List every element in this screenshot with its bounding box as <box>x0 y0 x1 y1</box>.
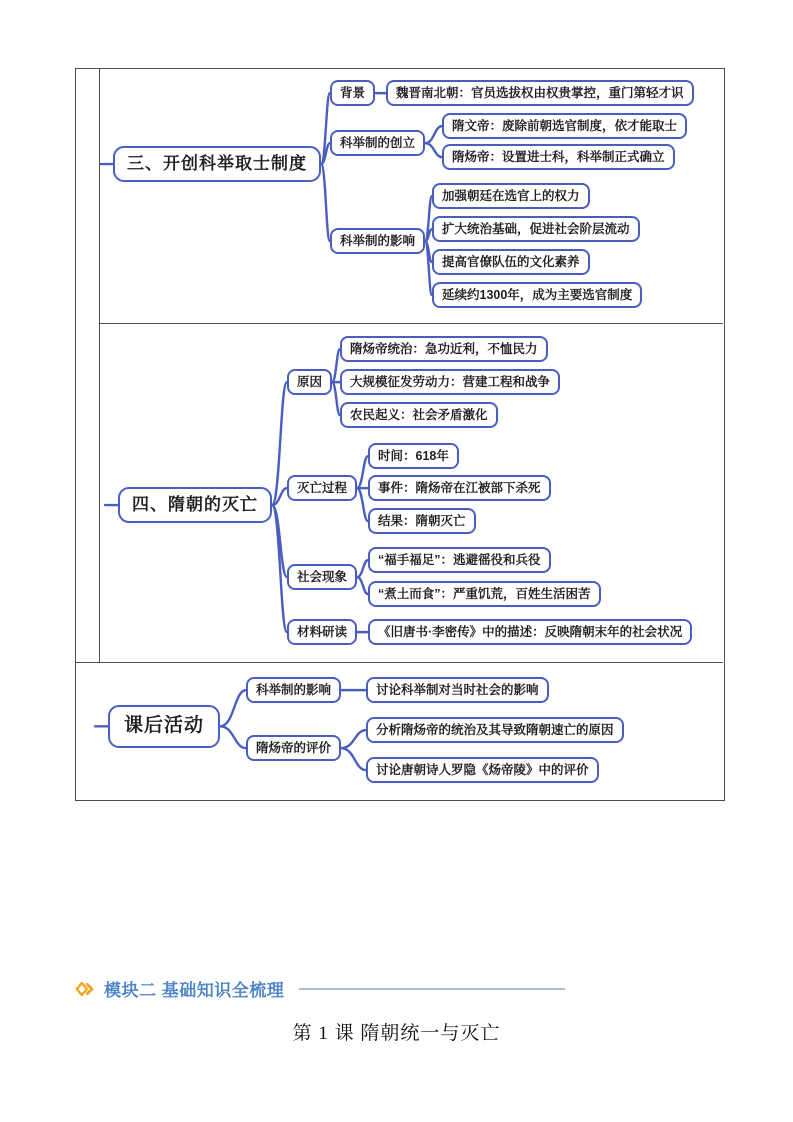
mindmap-branch: 社会现象 <box>287 564 357 590</box>
module-header <box>75 976 565 1001</box>
mindmap-branch: 隋炀帝的评价 <box>246 735 341 761</box>
mindmap-leaf: 事件：隋炀帝在江被部下杀死 <box>368 475 551 501</box>
mindmap-leaf: 大规模征发劳动力：营建工程和战争 <box>340 369 560 395</box>
mindmap-leaf: 隋炀帝：设置进士科，科举制正式确立 <box>442 144 675 170</box>
mindmap-leaf: 结果：隋朝灭亡 <box>368 508 476 534</box>
mindmap-leaf: 《旧唐书·李密传》中的描述：反映隋朝末年的社会状况 <box>368 619 692 645</box>
module-header-label: 模块二 基础知识全梳理 <box>104 981 285 1000</box>
mindmap-leaf: 加强朝廷在选官上的权力 <box>432 183 590 209</box>
mindmap-leaf: 提高官僚队伍的文化素养 <box>432 249 590 275</box>
mindmap-leaf: 讨论唐朝诗人罗隐《炀帝陵》中的评价 <box>366 757 599 783</box>
mindmap-root: 课后活动 <box>108 705 220 748</box>
mindmap-root: 四、隋朝的灭亡 <box>118 487 272 523</box>
diamond-arrow-icon <box>75 980 97 998</box>
mindmap-branch: 科举制的影响 <box>330 228 425 254</box>
mindmap-leaf: 延续约1300年，成为主要选官制度 <box>432 282 642 308</box>
mindmap-root: 三、开创科举取士制度 <box>113 146 321 182</box>
mindmap-leaf: 隋文帝：废除前朝选官制度，依才能取士 <box>442 113 687 139</box>
mindmap-leaf: “福手福足”：逃避徭役和兵役 <box>368 547 551 573</box>
mindmap-leaf: 扩大统治基础，促进社会阶层流动 <box>432 216 640 242</box>
mindmap-leaf: “煮土而食”：严重饥荒，百姓生活困苦 <box>368 581 601 607</box>
module-header-rule <box>299 988 565 990</box>
mindmap-leaf: 隋炀帝统治：急功近利，不恤民力 <box>340 336 548 362</box>
mindmap-branch: 科举制的影响 <box>246 677 341 703</box>
mindmap-branch: 原因 <box>287 369 332 395</box>
mindmap-branch: 灭亡过程 <box>287 475 357 501</box>
mindmap-branch: 背景 <box>330 80 375 106</box>
mindmap-branch: 科举制的创立 <box>330 130 425 156</box>
mindmap-leaf: 时间：618年 <box>368 443 459 469</box>
mindmap-leaf: 农民起义：社会矛盾激化 <box>340 402 498 428</box>
mindmap-leaf: 讨论科举制对当时社会的影响 <box>366 677 549 703</box>
lesson-title: 第 1 课 隋朝统一与灭亡 <box>292 1023 501 1044</box>
mindmap-leaf: 分析隋炀帝的统治及其导致隋朝速亡的原因 <box>366 717 624 743</box>
mindmap-branch: 材料研读 <box>287 619 357 645</box>
mindmap-leaf: 魏晋南北朝：官员选拔权由权贵掌控，重门第轻才识 <box>386 80 694 106</box>
